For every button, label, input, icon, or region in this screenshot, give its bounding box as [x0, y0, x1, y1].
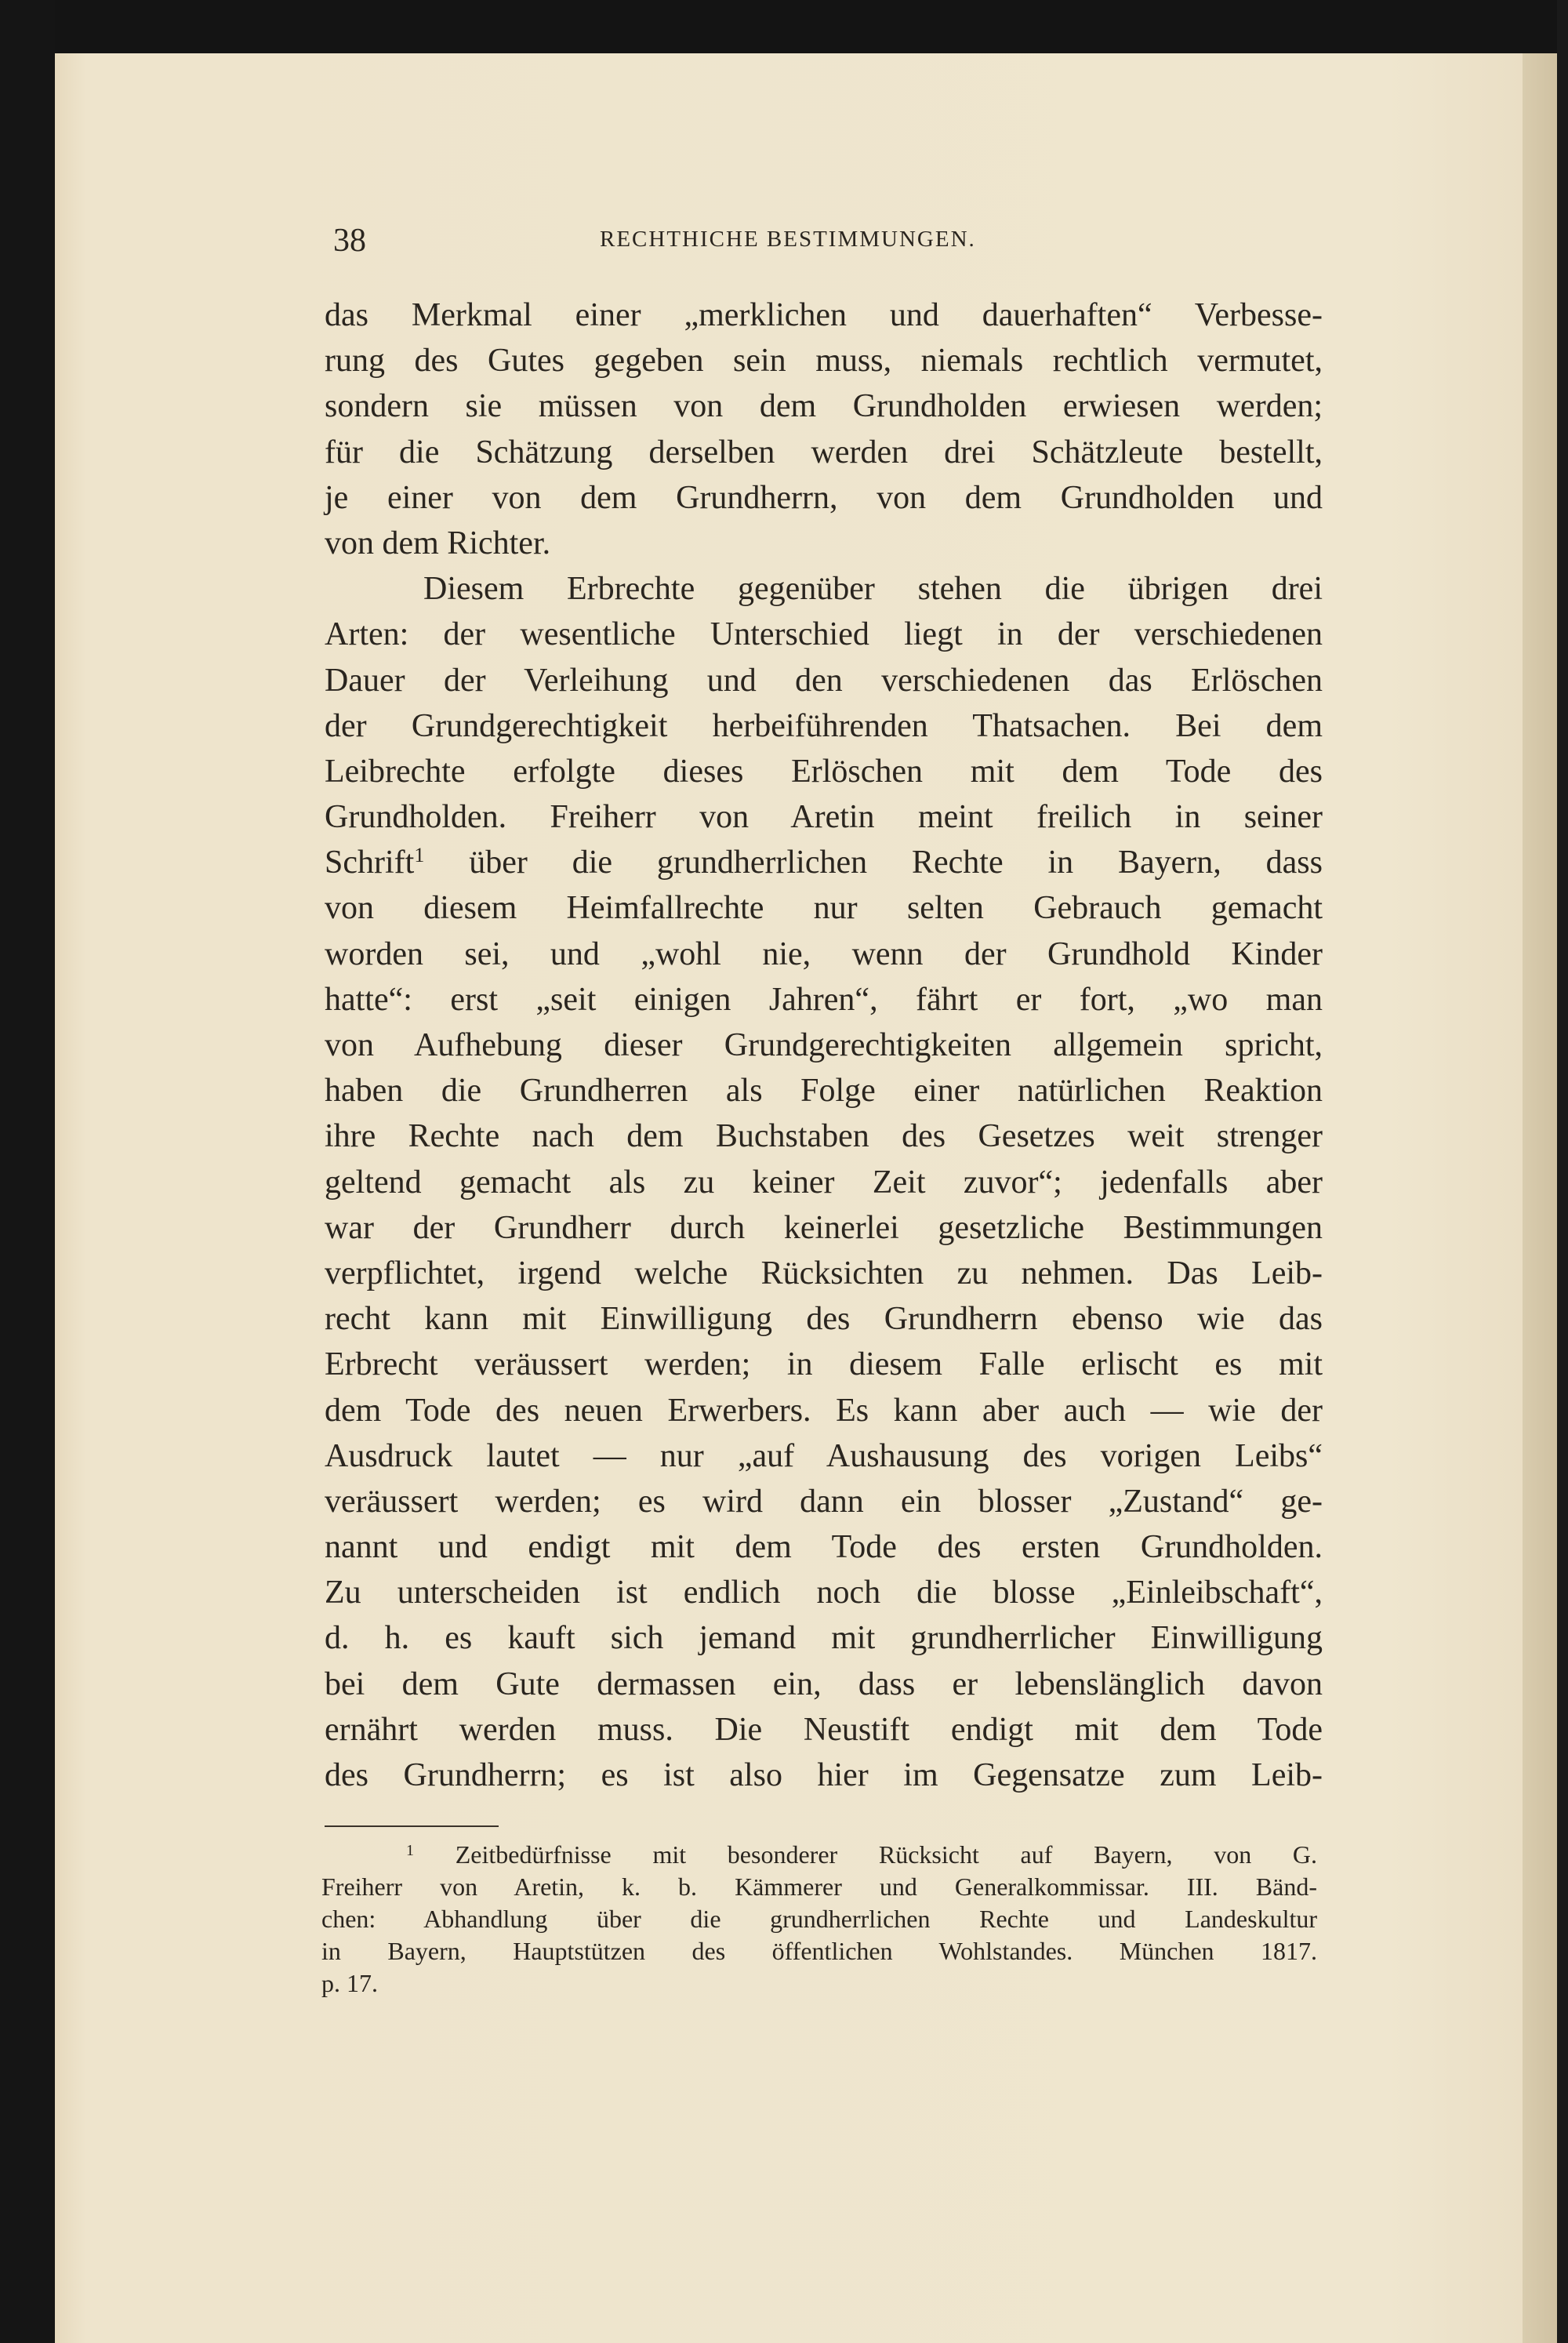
- text-line: ernährt werden muss. Die Neustift endigt mit dem Tode: [325, 1711, 1323, 1748]
- text-line: ihre Rechte nach dem Buchstaben des Gesetzes weit strenger: [325, 1118, 1323, 1155]
- text-line: Diesem Erbrechte gegenüber stehen die übrigen drei: [423, 571, 1323, 608]
- text-line: haben die Grundherren als Folge einer natürlichen Reaktion: [325, 1073, 1323, 1110]
- page-number: 38: [333, 223, 366, 259]
- scan-border-left: [0, 0, 55, 2343]
- text-line: hatte“: erst „seit einigen Jahren“, fährt er fort, „wo man: [325, 981, 1323, 1018]
- footnote: [321, 1839, 1317, 2000]
- footnote-line: in Bayern, Hauptstützen des öffentlichen Wohlstandes. München 1817.: [321, 1937, 1317, 1965]
- text-line: veräussert werden; es wird dann ein blosser „Zustand“ ge-: [325, 1483, 1323, 1520]
- scan-border-top: [0, 0, 1568, 53]
- footnote-line: [321, 1839, 1317, 1871]
- text-line: recht kann mit Einwilligung des Grundherrn ebenso wie das: [325, 1301, 1323, 1338]
- footnote-text: Zeitbedürfnisse mit besonderer Rücksicht auf Bayern, von G.: [455, 1840, 1318, 1869]
- text-line: von Aufhebung dieser Grundgerechtigkeiten allgemein spricht,: [325, 1027, 1323, 1063]
- text-line: dem Tode des neuen Erwerbers. Es kann aber auch — wie der: [325, 1392, 1323, 1429]
- text-line: je einer von dem Grundherrn, von dem Grundholden und: [325, 479, 1323, 516]
- text-line: worden sei, und „wohl nie, wenn der Grundhold Kinder: [325, 935, 1323, 972]
- text-line: war der Grundherr durch keinerlei gesetzliche Bestimmungen: [325, 1209, 1323, 1246]
- scan-border-right: [1557, 0, 1568, 2343]
- footnote-line: p. 17.: [321, 1969, 378, 1997]
- text-line: der Grundgerechtigkeit herbeiführenden Thatsachen. Bei dem: [325, 707, 1323, 744]
- text-fragment: Schrift: [325, 845, 415, 881]
- footnote-marker: 1: [406, 1842, 414, 1859]
- text-line: sondern sie müssen von dem Grundholden erwiesen werden;: [325, 388, 1323, 425]
- text-line: d. h. es kauft sich jemand mit grundherrlicher Einwilligung: [325, 1620, 1323, 1657]
- text-line: Erbrecht veräussert werden; in diesem Falle erlischt es mit: [325, 1346, 1323, 1383]
- text-line: Zu unterscheiden ist endlich noch die blosse „Einleibschaft“,: [325, 1575, 1323, 1611]
- text-line: bei dem Gute dermassen ein, dass er lebenslänglich davon: [325, 1666, 1323, 1702]
- text-line: von dem Richter.: [325, 525, 551, 561]
- page-edge: [1523, 53, 1557, 2343]
- text-line: geltend gemacht als zu keiner Zeit zuvor“; jedenfalls aber: [325, 1164, 1323, 1201]
- text-line: Grundholden. Freiherr von Aretin meint freilich in seiner: [325, 799, 1323, 836]
- text-line: das Merkmal einer „merklichen und dauerhaften“ Verbesse-: [325, 297, 1323, 333]
- text-line: Ausdruck lautet — nur „auf Aushausung des vorigen Leibs“: [325, 1437, 1323, 1474]
- running-head: RECHTHICHE BESTIMMUNGEN.: [600, 227, 976, 252]
- text-line: rung des Gutes gegeben sein muss, niemals rechtlich vermutet,: [325, 343, 1323, 380]
- text-fragment: über die grundherrlichen Rechte in Bayern, dass: [469, 845, 1323, 881]
- text-line-with-footnote: [325, 840, 1323, 885]
- text-line: Leibrechte erfolgte dieses Erlöschen mit dem Tode des: [325, 753, 1323, 790]
- footnote-line: chen: Abhandlung über die grundherrlichen Rechte und Landeskultur: [321, 1905, 1317, 1933]
- footnote-line: Freiherr von Aretin, k. b. Kämmerer und Generalkommissar. III. Bänd-: [321, 1873, 1317, 1901]
- text-line: nannt und endigt mit dem Tode des ersten Grundholden.: [325, 1529, 1323, 1566]
- body-text: [325, 292, 1323, 1798]
- text-line: von diesem Heimfallrechte nur selten Gebrauch gemacht: [325, 890, 1323, 927]
- text-line: für die Schätzung derselben werden drei Schätzleute bestellt,: [325, 434, 1323, 470]
- text-line: Arten: der wesentliche Unterschied liegt in der verschiedenen: [325, 616, 1323, 653]
- text-line: verpflichtet, irgend welche Rücksichten zu nehmen. Das Leib-: [325, 1255, 1323, 1291]
- text-line: Dauer der Verleihung und den verschiedenen das Erlöschen: [325, 662, 1323, 699]
- page-header: [333, 222, 1321, 261]
- footnote-rule: [325, 1825, 499, 1827]
- footnote-marker: 1: [414, 844, 425, 867]
- text-line: des Grundherrn; es ist also hier im Gegensatze zum Leib-: [325, 1757, 1323, 1793]
